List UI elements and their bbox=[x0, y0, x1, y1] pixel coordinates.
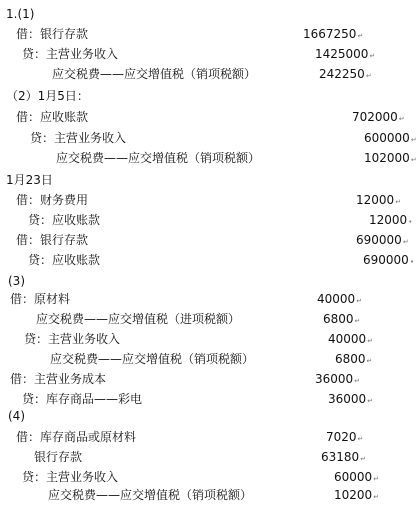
line-text: 应交税费——应交增值税（销项税额） bbox=[52, 67, 257, 81]
line-text: 借：原材料 bbox=[10, 292, 71, 306]
amount-value: 6800 bbox=[335, 352, 366, 366]
line-18-tax-subentry bbox=[0, 349, 419, 370]
line-19-debit-entry bbox=[0, 369, 419, 390]
paragraph-mark-icon: ↵ bbox=[369, 52, 376, 60]
amount-value: 702000 bbox=[352, 110, 398, 124]
paragraph-mark-icon: ↵ bbox=[367, 337, 374, 345]
paragraph-mark-icon: ↵ bbox=[373, 493, 380, 501]
amount-value: 600000 bbox=[364, 131, 410, 145]
amount-value: 36000 bbox=[315, 372, 354, 386]
line-text: （2）1月5日： bbox=[6, 89, 89, 103]
line-text: 贷：应收账款 bbox=[28, 253, 101, 267]
paragraph-mark-icon: ↵ bbox=[357, 435, 364, 443]
line-text: 1.(1) bbox=[6, 7, 35, 21]
line-16-tax-subentry bbox=[0, 309, 419, 330]
paragraph-mark-icon: ↵ bbox=[410, 156, 417, 164]
line-text: 贷：主营业务收入 bbox=[22, 470, 119, 484]
line-amount bbox=[334, 485, 379, 508]
amount-value: 690000 bbox=[356, 233, 402, 247]
line-text: 借：应收账款 bbox=[16, 110, 89, 124]
paragraph-mark-icon: ↵ bbox=[356, 297, 363, 305]
paragraph-mark-icon: ↵ bbox=[373, 475, 380, 483]
paragraph-mark-icon: ↵ bbox=[354, 377, 361, 385]
line-text: 应交税费——应交增值税（销项税额） bbox=[56, 151, 261, 165]
paragraph-mark-icon: ↵ bbox=[398, 115, 405, 123]
line-amount bbox=[363, 250, 414, 273]
amount-value: 102000 bbox=[364, 151, 410, 165]
line-25-tax-subentry bbox=[0, 485, 419, 506]
amount-value: 12000 bbox=[369, 213, 408, 227]
line-9-date-heading bbox=[0, 170, 419, 191]
amount-value: 40000 bbox=[328, 332, 367, 346]
line-22-debit-entry bbox=[0, 427, 419, 448]
line-text: 借：银行存款 bbox=[16, 27, 89, 41]
paragraph-mark-icon: ↵ bbox=[410, 136, 417, 144]
line-21-section-heading bbox=[0, 406, 419, 427]
line-12-debit-entry bbox=[0, 230, 419, 251]
line-text: (3) bbox=[8, 274, 25, 288]
amount-value: 6800 bbox=[323, 312, 354, 326]
paragraph-mark-icon: ↵ bbox=[360, 455, 367, 463]
line-amount bbox=[319, 64, 372, 87]
line-text: 借：银行存款 bbox=[16, 233, 89, 247]
amount-value: 690000 bbox=[363, 253, 409, 267]
amount-value: 36000 bbox=[328, 392, 367, 406]
line-11-credit-entry bbox=[0, 210, 419, 231]
amount-value: 1425000 bbox=[315, 47, 369, 61]
line-text: 1月23日 bbox=[6, 173, 53, 187]
line-3-credit-entry bbox=[0, 44, 419, 65]
paragraph-mark-icon: ↵ bbox=[367, 397, 374, 405]
paragraph-mark-icon: • bbox=[409, 258, 414, 266]
line-1-section-heading bbox=[0, 4, 419, 25]
line-text: 应交税费——应交增值税（销项税额） bbox=[50, 352, 255, 366]
amount-value: 60000 bbox=[334, 470, 373, 484]
line-8-tax-subentry bbox=[0, 148, 419, 169]
line-text: 贷：主营业务收入 bbox=[24, 332, 121, 346]
paragraph-mark-icon: ↵ bbox=[395, 198, 402, 206]
amount-value: 63180 bbox=[321, 450, 360, 464]
amount-value: 12000 bbox=[356, 193, 395, 207]
line-text: 借：主营业务成本 bbox=[10, 372, 107, 386]
line-10-debit-entry bbox=[0, 190, 419, 211]
paragraph-mark-icon: • bbox=[408, 218, 413, 226]
line-6-debit-entry bbox=[0, 107, 419, 128]
paragraph-mark-icon: ↵ bbox=[366, 357, 373, 365]
line-text: 应交税费——应交增值税（进项税额） bbox=[36, 312, 241, 326]
line-text: 贷：主营业务收入 bbox=[30, 131, 127, 145]
amount-value: 1667250 bbox=[303, 27, 357, 41]
line-text: (4) bbox=[8, 409, 25, 423]
line-text: 借：库存商品或原材料 bbox=[16, 430, 137, 444]
line-2-debit-entry bbox=[0, 24, 419, 45]
line-7-credit-entry bbox=[0, 128, 419, 149]
line-amount bbox=[364, 148, 417, 171]
line-13-credit-entry bbox=[0, 250, 419, 271]
line-text: 银行存款 bbox=[34, 450, 83, 464]
line-4-tax-subentry bbox=[0, 64, 419, 85]
line-text: 贷：应收账款 bbox=[28, 213, 101, 227]
amount-value: 10200 bbox=[334, 488, 373, 502]
amount-value: 242250 bbox=[319, 67, 365, 81]
line-17-credit-entry bbox=[0, 329, 419, 350]
paragraph-mark-icon: ↵ bbox=[365, 72, 372, 80]
line-15-debit-entry bbox=[0, 289, 419, 310]
amount-value: 7020 bbox=[326, 430, 357, 444]
paragraph-mark-icon: ↵ bbox=[357, 32, 364, 40]
paragraph-mark-icon: ↵ bbox=[354, 317, 361, 325]
line-5-section-heading bbox=[0, 86, 419, 107]
paragraph-mark-icon: ↵ bbox=[402, 238, 409, 246]
line-23-debit-subentry bbox=[0, 447, 419, 468]
line-text: 贷：库存商品——彩电 bbox=[22, 392, 143, 406]
line-text: 应交税费——应交增值税（销项税额） bbox=[48, 488, 253, 502]
line-text: 贷：主营业务收入 bbox=[22, 47, 119, 61]
amount-value: 40000 bbox=[317, 292, 356, 306]
line-text: 借：财务费用 bbox=[16, 193, 89, 207]
line-amount bbox=[352, 107, 405, 130]
